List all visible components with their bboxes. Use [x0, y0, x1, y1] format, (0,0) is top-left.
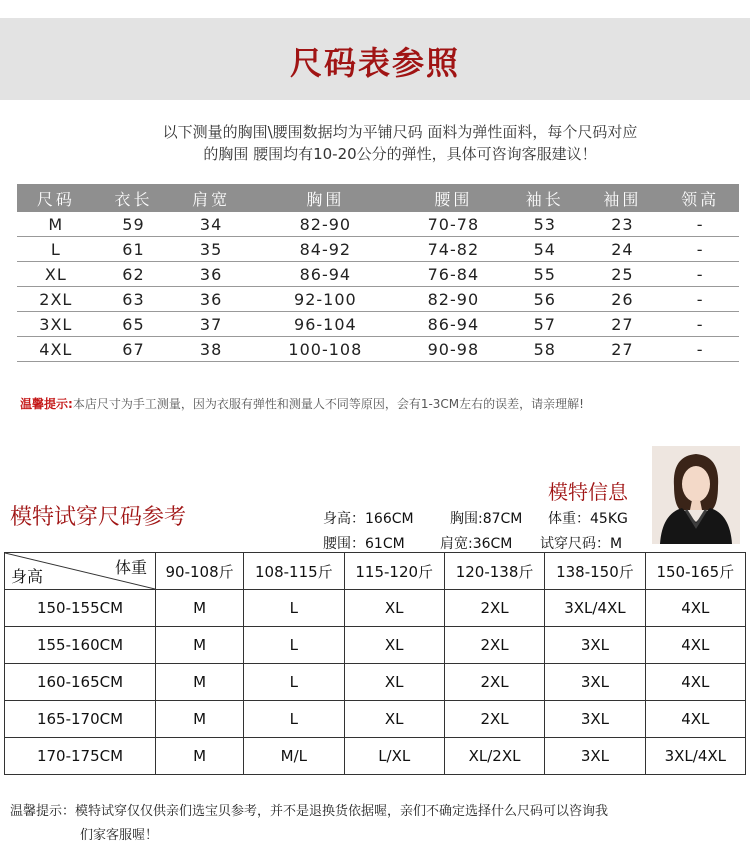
size-row — [17, 237, 739, 262]
height-cell: 150-155CM — [5, 590, 156, 627]
size-cell: 55 — [506, 262, 584, 287]
corner-cell — [5, 553, 156, 590]
fit-size-cell: M — [156, 664, 244, 701]
size-cell: 26 — [584, 287, 662, 312]
size-cell: 74-82 — [401, 237, 506, 262]
size-header-cell: 腰围 — [401, 184, 506, 212]
fit-size-cell: M — [156, 701, 244, 738]
size-cell: 58 — [506, 337, 584, 362]
weight-header-cell: 150-165斤 — [645, 553, 745, 590]
size-cell: - — [661, 287, 739, 312]
fit-size-cell: XL/2XL — [444, 738, 544, 775]
fit-reference-table — [4, 552, 746, 775]
size-row — [17, 337, 739, 362]
fit-size-cell: XL — [344, 627, 444, 664]
model-bust: 胸围:87CM — [450, 511, 523, 527]
fit-table-header — [5, 553, 746, 590]
size-cell: M — [17, 212, 95, 237]
size-cell: 100-108 — [250, 337, 401, 362]
height-cell: 170-175CM — [5, 738, 156, 775]
size-cell: - — [661, 212, 739, 237]
size-cell: 37 — [172, 312, 250, 337]
fit-size-cell: 4XL — [645, 627, 745, 664]
size-cell: 90-98 — [401, 337, 506, 362]
fit-size-cell: 4XL — [645, 664, 745, 701]
size-table — [17, 184, 739, 362]
measurement-note — [20, 395, 584, 412]
size-cell: 23 — [584, 212, 662, 237]
size-table-header — [17, 184, 739, 212]
size-cell: 27 — [584, 337, 662, 362]
fit-size-cell: 3XL — [545, 664, 645, 701]
model-shoulder: 肩宽:36CM — [440, 536, 513, 552]
size-header-cell: 袖围 — [584, 184, 662, 212]
size-cell: - — [661, 337, 739, 362]
fit-size-cell: XL — [344, 701, 444, 738]
height-cell: 160-165CM — [5, 664, 156, 701]
size-cell: 62 — [95, 262, 173, 287]
size-cell: 27 — [584, 312, 662, 337]
size-cell: 76-84 — [401, 262, 506, 287]
fit-row — [5, 590, 746, 627]
size-cell: 24 — [584, 237, 662, 262]
size-cell: 2XL — [17, 287, 95, 312]
size-header-cell: 肩宽 — [172, 184, 250, 212]
model-weight: 体重：45KG — [548, 511, 628, 527]
fit-size-cell: M — [156, 627, 244, 664]
note-label: 温馨提示: — [20, 397, 73, 411]
fit-size-cell: M — [156, 738, 244, 775]
footer-line-2: 们家客服喔！ — [80, 828, 159, 843]
size-cell: 63 — [95, 287, 173, 312]
model-info-label: 模特信息 — [548, 480, 628, 504]
model-waist: 腰围：61CM — [323, 536, 405, 552]
size-cell: 36 — [172, 287, 250, 312]
weight-header-cell: 138-150斤 — [545, 553, 645, 590]
fit-size-cell: XL — [344, 590, 444, 627]
size-row — [17, 212, 739, 237]
corner-height-label: 身高 — [11, 567, 44, 586]
size-cell: XL — [17, 262, 95, 287]
fit-row — [5, 664, 746, 701]
size-cell: 84-92 — [250, 237, 401, 262]
fit-size-cell: L — [244, 627, 344, 664]
footer-line-1: 温馨提示：模特试穿仅仅供亲们选宝贝参考，并不是退换货依据喔，亲们不确定选择什么尺码可以咨询我 — [10, 804, 609, 819]
size-cell: L — [17, 237, 95, 262]
size-cell: 61 — [95, 237, 173, 262]
size-cell: 65 — [95, 312, 173, 337]
fit-size-cell: 4XL — [645, 701, 745, 738]
fit-size-cell: 2XL — [444, 701, 544, 738]
size-row — [17, 287, 739, 312]
size-cell: 96-104 — [250, 312, 401, 337]
fit-size-cell: L — [244, 701, 344, 738]
fit-size-cell: 3XL — [545, 627, 645, 664]
fit-row — [5, 701, 746, 738]
footer-note — [10, 800, 740, 848]
size-cell: - — [661, 312, 739, 337]
size-header-cell: 衣长 — [95, 184, 173, 212]
size-header-cell: 袖长 — [506, 184, 584, 212]
fit-size-cell: M/L — [244, 738, 344, 775]
fit-size-cell: 3XL — [545, 738, 645, 775]
model-section-title: 模特试穿尺码参考 — [10, 505, 187, 530]
size-cell: 82-90 — [401, 287, 506, 312]
fit-size-cell: M — [156, 590, 244, 627]
weight-header-cell: 90-108斤 — [156, 553, 244, 590]
size-row — [17, 262, 739, 287]
fit-size-cell: 3XL/4XL — [645, 738, 745, 775]
size-cell: 67 — [95, 337, 173, 362]
size-header-cell: 尺码 — [17, 184, 95, 212]
intro-line-2: 的胸围 腰围均有10-20公分的弹性，具体可咨询客服建议！ — [203, 145, 597, 163]
size-row — [17, 312, 739, 337]
size-cell: 86-94 — [401, 312, 506, 337]
fit-row — [5, 627, 746, 664]
size-cell: 34 — [172, 212, 250, 237]
fit-size-cell: XL — [344, 664, 444, 701]
corner-weight-label: 体重 — [114, 558, 147, 577]
fit-size-cell: L — [244, 590, 344, 627]
weight-header-cell: 108-115斤 — [244, 553, 344, 590]
fit-size-cell: L — [244, 664, 344, 701]
size-cell: 36 — [172, 262, 250, 287]
size-cell: - — [661, 262, 739, 287]
fit-size-cell: 3XL/4XL — [545, 590, 645, 627]
size-cell: 53 — [506, 212, 584, 237]
size-cell: 4XL — [17, 337, 95, 362]
fit-row — [5, 738, 746, 775]
size-cell: 59 — [95, 212, 173, 237]
fit-size-cell: 4XL — [645, 590, 745, 627]
size-cell: 38 — [172, 337, 250, 362]
weight-header-cell: 120-138斤 — [444, 553, 544, 590]
fit-size-cell: 2XL — [444, 590, 544, 627]
intro-line-1: 以下测量的胸围\腰围数据均为平铺尺码 面料为弹性面料，每个尺码对应 — [162, 123, 638, 141]
size-header-cell: 领高 — [661, 184, 739, 212]
size-cell: 3XL — [17, 312, 95, 337]
fit-size-cell: 2XL — [444, 664, 544, 701]
size-cell: - — [661, 237, 739, 262]
size-cell: 25 — [584, 262, 662, 287]
size-cell: 54 — [506, 237, 584, 262]
model-height: 身高：166CM — [323, 511, 414, 527]
fit-size-cell: L/XL — [344, 738, 444, 775]
size-cell: 92-100 — [250, 287, 401, 312]
size-cell: 70-78 — [401, 212, 506, 237]
size-cell: 82-90 — [250, 212, 401, 237]
size-cell: 56 — [506, 287, 584, 312]
model-photo — [652, 446, 740, 544]
weight-header-cell: 115-120斤 — [344, 553, 444, 590]
model-tried-size: 试穿尺码：M — [540, 536, 623, 552]
height-cell: 165-170CM — [5, 701, 156, 738]
size-cell: 57 — [506, 312, 584, 337]
fit-size-cell: 3XL — [545, 701, 645, 738]
fit-size-cell: 2XL — [444, 627, 544, 664]
note-text: 本店尺寸为手工测量，因为衣服有弹性和测量人不同等原因，会有1-3CM左右的误差，请亲理解! — [72, 397, 584, 411]
size-header-cell: 胸围 — [250, 184, 401, 212]
height-cell: 155-160CM — [5, 627, 156, 664]
page-title: 尺码表参照 — [289, 44, 460, 82]
size-cell: 86-94 — [250, 262, 401, 287]
size-cell: 35 — [172, 237, 250, 262]
